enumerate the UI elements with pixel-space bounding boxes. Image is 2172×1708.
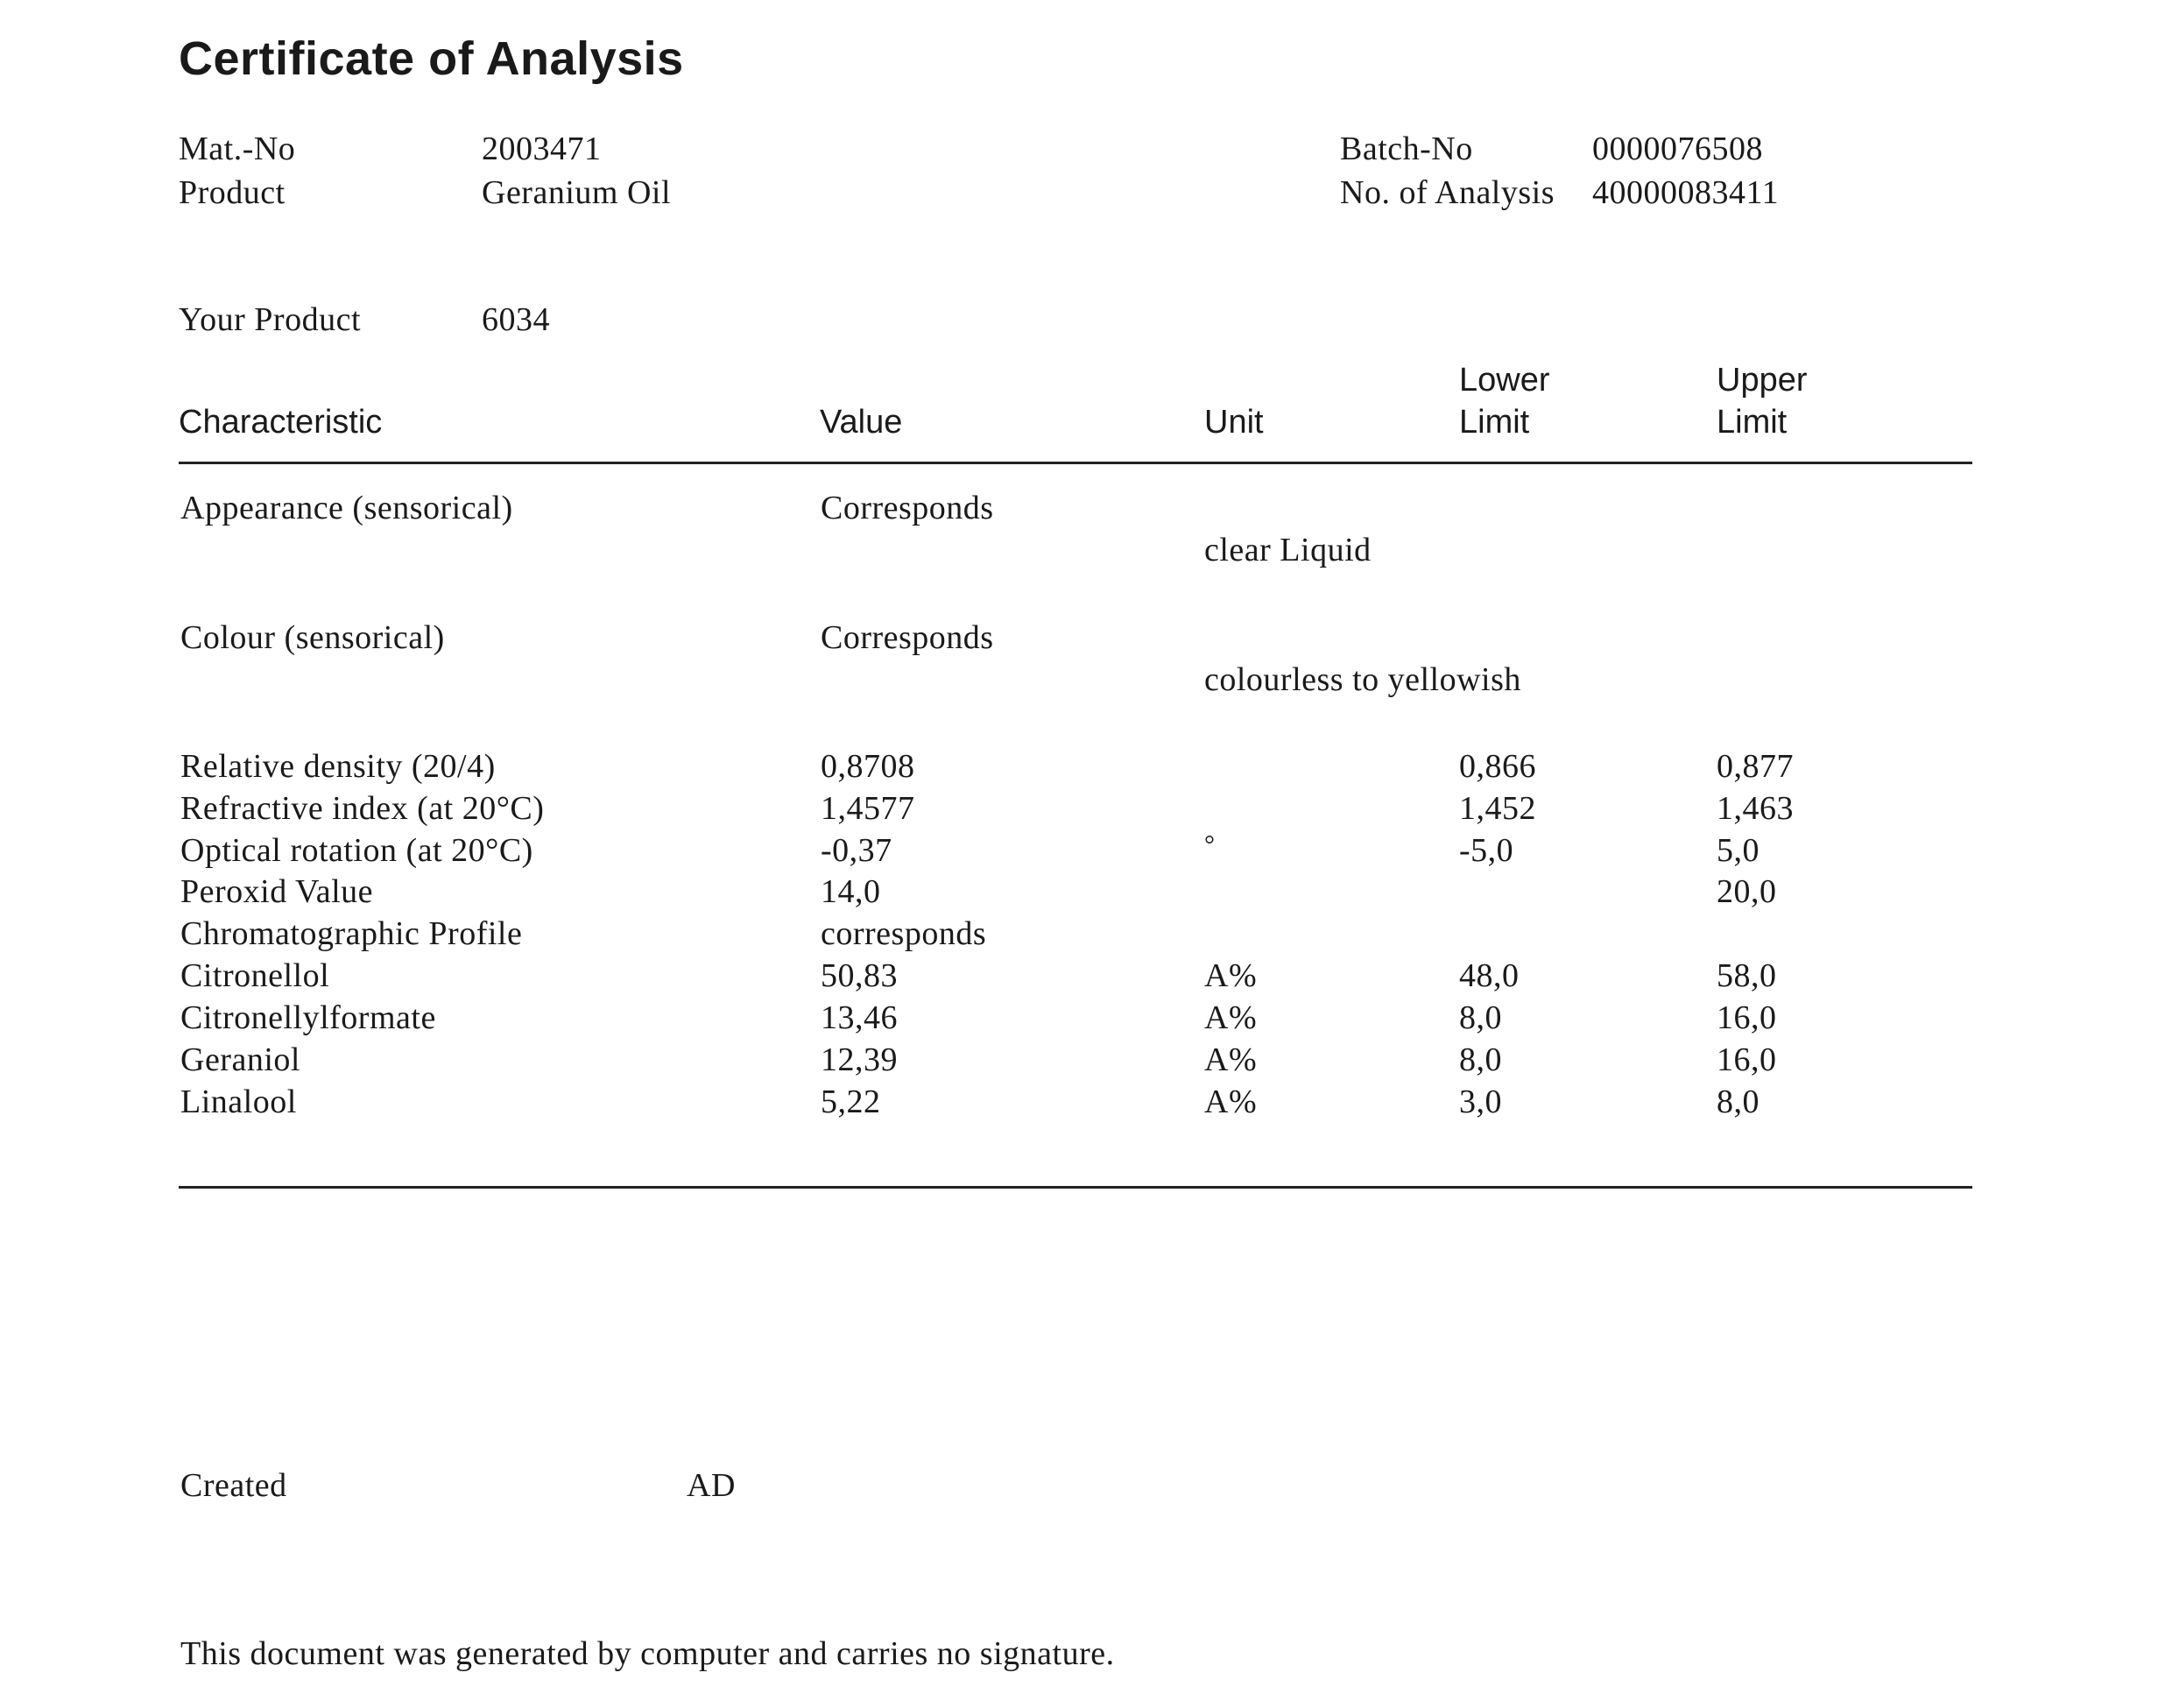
row-value: 14,0	[821, 873, 881, 910]
batch-no-label: Batch-No	[1340, 131, 1473, 167]
row-upper-limit: 0,877	[1717, 748, 1794, 785]
disclaimer-note: This document was generated by computer and carries no signature.	[180, 1635, 1115, 1672]
row-value: 5,22	[821, 1083, 881, 1120]
row-value: 50,83	[821, 957, 898, 994]
analysis-no-value: 40000083411	[1592, 174, 1780, 211]
mat-no-label: Mat.-No	[179, 131, 296, 167]
row-characteristic: Geraniol	[180, 1041, 300, 1078]
row-upper-limit: 1,463	[1717, 790, 1794, 827]
row-characteristic: Citronellylformate	[180, 999, 436, 1036]
document-title: Certificate of Analysis	[179, 32, 684, 85]
row-characteristic: Chromatographic Profile	[180, 915, 523, 952]
row-unit: A%	[1204, 999, 1258, 1036]
header-characteristic: Characteristic	[179, 404, 383, 441]
row-lower-limit: 3,0	[1459, 1083, 1502, 1120]
header-lower-limit-line2: Limit	[1459, 404, 1530, 441]
row-characteristic: Optical rotation (at 20°C)	[180, 832, 533, 869]
header-lower-limit-line1: Lower	[1459, 362, 1550, 399]
product-label: Product	[179, 174, 286, 211]
row-characteristic: Relative density (20/4)	[180, 748, 496, 785]
header-unit: Unit	[1204, 404, 1264, 441]
row-lower-limit: -5,0	[1459, 832, 1514, 869]
row-unit: A%	[1204, 957, 1258, 994]
row-lower-limit: 0,866	[1459, 748, 1536, 785]
row-lower-limit: 1,452	[1459, 790, 1536, 827]
row-upper-limit: 58,0	[1717, 957, 1777, 994]
row-upper-limit: 20,0	[1717, 873, 1777, 910]
row-upper-limit: 16,0	[1717, 999, 1777, 1036]
sensory-spec: clear Liquid	[1204, 532, 1372, 568]
row-value: corresponds	[821, 915, 987, 952]
row-characteristic: Linalool	[180, 1083, 297, 1120]
header-upper-limit-line2: Limit	[1717, 404, 1788, 441]
sensory-value: Corresponds	[821, 619, 994, 656]
sensory-value: Corresponds	[821, 490, 994, 526]
row-upper-limit: 16,0	[1717, 1041, 1777, 1078]
row-value: 12,39	[821, 1041, 898, 1078]
row-lower-limit: 48,0	[1459, 957, 1520, 994]
row-unit: °	[1204, 830, 1216, 859]
row-value: 1,4577	[821, 790, 915, 827]
mat-no-value: 2003471	[482, 131, 602, 167]
row-unit: A%	[1204, 1041, 1258, 1078]
product-value: Geranium Oil	[482, 174, 672, 211]
your-product-label: Your Product	[179, 301, 362, 338]
header-upper-limit-line1: Upper	[1717, 362, 1808, 399]
created-value: AD	[687, 1467, 736, 1504]
sensory-characteristic: Appearance (sensorical)	[180, 490, 513, 526]
your-product-value: 6034	[482, 301, 550, 338]
row-value: 0,8708	[821, 748, 915, 785]
header-rule	[179, 462, 1972, 464]
analysis-no-label: No. of Analysis	[1340, 174, 1555, 211]
header-value: Value	[820, 404, 903, 441]
row-value: -0,37	[821, 832, 892, 869]
created-label: Created	[180, 1467, 287, 1504]
row-characteristic: Refractive index (at 20°C)	[180, 790, 545, 827]
row-lower-limit: 8,0	[1459, 1041, 1502, 1078]
row-unit: A%	[1204, 1083, 1258, 1120]
batch-no-value: 0000076508	[1592, 131, 1763, 167]
sensory-spec: colourless to yellowish	[1204, 661, 1521, 698]
table-bottom-rule	[179, 1186, 1972, 1189]
row-upper-limit: 5,0	[1717, 832, 1759, 869]
row-value: 13,46	[821, 999, 898, 1036]
row-upper-limit: 8,0	[1717, 1083, 1759, 1120]
row-characteristic: Citronellol	[180, 957, 330, 994]
row-lower-limit: 8,0	[1459, 999, 1502, 1036]
sensory-characteristic: Colour (sensorical)	[180, 619, 445, 656]
row-characteristic: Peroxid Value	[180, 873, 374, 910]
